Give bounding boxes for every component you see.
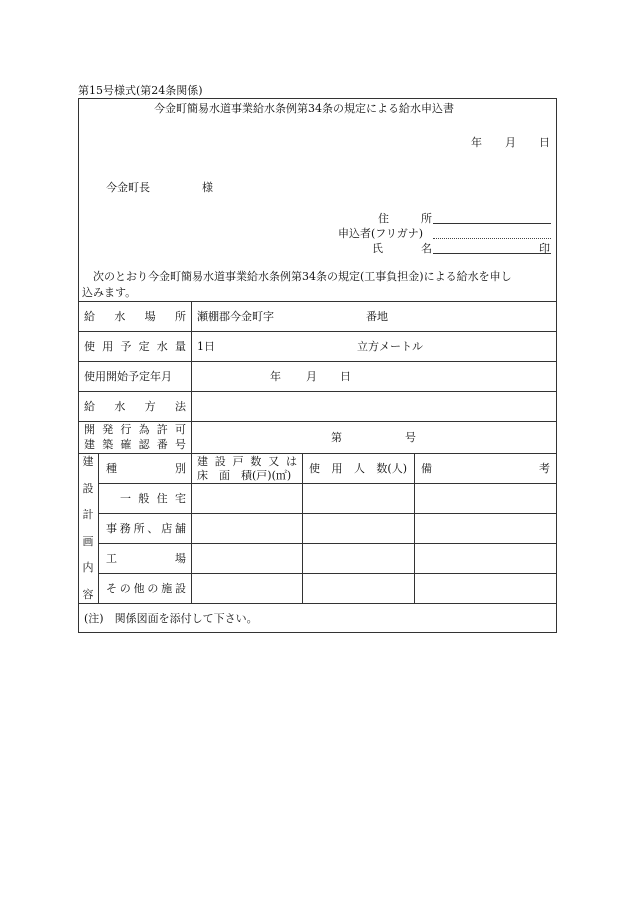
plan-header-users: 使 用 人 数(人) — [309, 462, 407, 475]
divider — [98, 483, 557, 484]
addressee: 今金町長 — [106, 181, 150, 194]
date-year: 年 — [471, 136, 482, 149]
honorific: 様 — [202, 181, 213, 194]
category-factory: 工 場 — [106, 552, 186, 565]
address-label: 住 所 — [378, 212, 432, 225]
divider — [98, 573, 557, 574]
intro-line-2: 込みます。 — [82, 286, 137, 299]
date-day: 日 — [539, 136, 550, 149]
supply-method-label: 給 水 方 法 — [84, 400, 186, 413]
planned-volume-prefix: 1日 — [197, 340, 215, 353]
address-field[interactable] — [433, 223, 551, 224]
furigana-label: 申込者(フリガナ) — [338, 227, 424, 240]
seal-mark: 印 — [539, 242, 550, 255]
divider — [191, 301, 192, 603]
supply-location-label: 給 水 場 所 — [84, 310, 186, 323]
divider — [78, 603, 557, 604]
planned-volume-label: 使 用 予 定 水 量 — [84, 340, 186, 353]
plan-header-units-line-1: 建 設 戸 数 又 は — [197, 455, 297, 468]
divider — [78, 391, 557, 392]
start-date-month: 月 — [306, 370, 317, 383]
permit-label-line-1: 開 発 行 為 許 可 — [84, 423, 186, 436]
divider — [98, 513, 557, 514]
note: (注) 関係図面を添付して下さい。 — [84, 612, 258, 625]
divider — [414, 453, 415, 603]
start-date-year: 年 — [270, 370, 281, 383]
plan-header-remarks: 備 考 — [421, 462, 550, 475]
supply-location-suffix: 番地 — [366, 310, 388, 323]
permit-go: 号 — [405, 431, 416, 444]
divider — [98, 453, 99, 603]
category-other-facilities: そ の 他 の 施 設 — [106, 582, 186, 595]
name-label: 氏 名 — [372, 242, 432, 255]
category-office-store: 事 務 所 、 店 舗 — [106, 522, 186, 535]
permit-dai: 第 — [331, 431, 342, 444]
divider — [78, 331, 557, 332]
permit-label-line-2: 建 築 確 認 番 号 — [84, 438, 186, 451]
date-month: 月 — [505, 136, 516, 149]
start-date-day: 日 — [340, 370, 351, 383]
start-date-label: 使用開始予定年月 — [84, 370, 172, 383]
form-number: 第15号様式(第24条関係) — [78, 84, 203, 97]
divider — [78, 301, 557, 302]
supply-location-prefix: 瀬棚郡今金町字 — [197, 310, 274, 323]
form-title: 今金町簡易水道事業給水条例第34条の規定による給水申込書 — [154, 102, 454, 115]
divider — [78, 361, 557, 362]
divider — [78, 453, 557, 454]
plan-header-type: 種 別 — [106, 462, 186, 475]
planned-volume-unit: 立方メートル — [357, 340, 423, 353]
intro-line-1: 次のとおり今金町簡易水道事業給水条例第34条の規定(工事負担金)による給水を申し — [93, 270, 512, 283]
furigana-field[interactable] — [433, 238, 551, 239]
category-general-housing: 一 般 住 宅 — [120, 492, 186, 505]
divider — [98, 543, 557, 544]
plan-header-units-line-2: 床 面 積(戸)(㎡) — [197, 469, 292, 482]
plan-side-label: 建 設 計 画 内 容 — [82, 455, 94, 601]
name-field[interactable] — [433, 253, 551, 254]
divider — [78, 421, 557, 422]
divider — [302, 453, 303, 603]
